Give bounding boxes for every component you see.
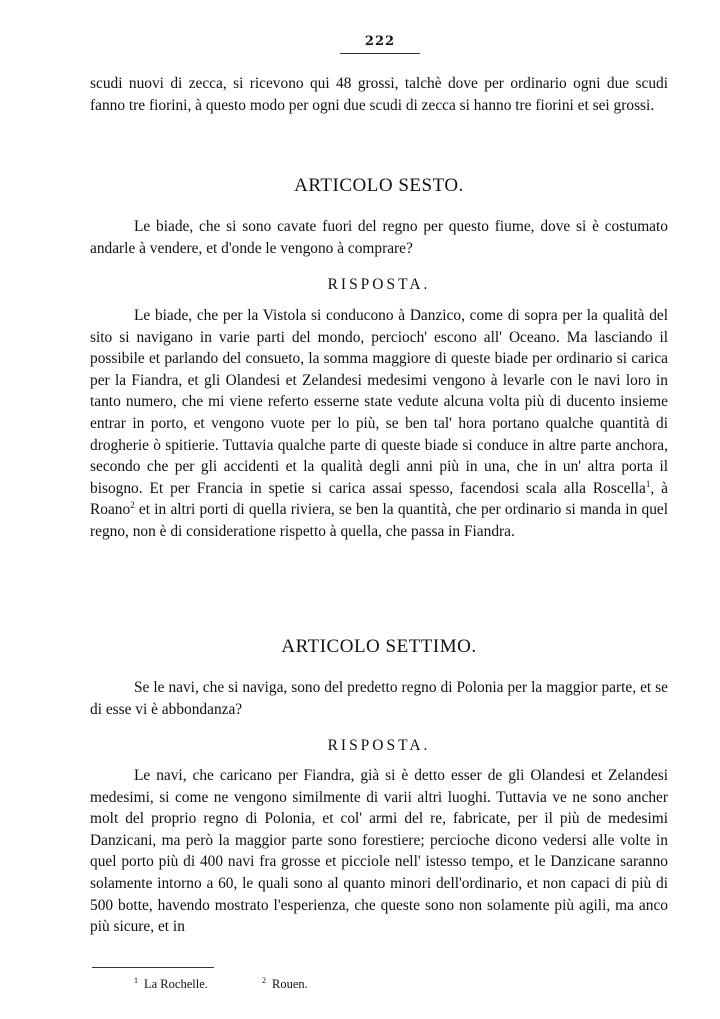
article-6-question [90,216,668,259]
footnote-ref-1: 1 [645,478,651,489]
article-7-answer-heading: RISPOSTA. [327,737,431,754]
article-7-question [90,677,668,720]
article-7-answer [90,765,668,938]
opening-paragraph-text: scudi nuovi di zecca, si ricevono qui 48 grossi, talchè dove per ordinario ogni due scudi fanno tre fiorini, à questo modo per ogni due scudi di zecca si hanno tre fiorini et sei grossi. [90,75,668,114]
footnote-1-text: La Rochelle. [144,977,208,992]
footnote-ref-2: 2 [130,500,135,511]
footnote-rule [92,967,214,968]
article-6-answer-text [90,305,668,543]
article-7-heading: ARTICOLO SETTIMO. [281,636,477,657]
article-7-question-text: Se le navi, che si naviga, sono del predetto regno di Polonia per la maggior parte, et se di esse vi è abbondanza? [90,679,668,718]
article-6-question-text: Le biade, che si sono cavate fuori del regno per questo fiume, dove si è costumato andarle à vendere, et d'onde le vengono à comprare? [90,218,668,257]
article-6-heading: ARTICOLO SESTO. [294,175,464,196]
page-number-rule [340,53,420,54]
article-7-answer-text: Le navi, che caricano per Fiandra, già si è detto esser de gli Olandesi et Zelandesi medesimi, si come ne vengono similmente di varii altri luoghi. Tuttavia ve ne sono ancher molt del proprio regno di Polonia, et col' armi del re, fabricate, per il più de medesimi Danzicani, ma però la maggior parte sono forestiere; percioche dicono vedersi alle volte in quel porto più di 400 navi fra grosse et picciole nell' istesso tempo, et le Danzicane saranno solamente intorno a 60, le quali sono al quanto minori dell'ordinario, et non capaci di più di 500 botte, havendo mostrato l'esperienza, che queste sono non solamente più agili, ma anco più sicure, et in [90,767,668,936]
answer-text-part-2: , à Roano [90,479,668,519]
footnote-2-text: Rouen. [272,977,308,992]
footnote-2-mark: 2 [262,976,266,985]
answer-text-part-1: Le biade, che per la Vistola si conducono à Danzico, come di sopra per la qualità del sito si navigano in varie parti del mondo, percioch' escono all' Oceano. Ma lasciando il possibile et parlando del consueto, la somma maggiore di queste biade per ordinario si carica per la Fiandra, et gli Olandesi et Zelandesi medesimi vengono à levarle con le navi loro in tanto numero, che mi viene referto esserne state vedute alcuna volta più di ducento insieme entrar in porto, et vengono vuote per lo più, se ben tal' hora portano qualche quantità di drogherie ò spitierie. Tuttavia qualche parte di queste biade si conduce in altre parte anchora, secondo che per gli accidenti et la qualità degli anni più in una, che in un' altra porta il bisogno. Et per Francia in spetie si carica assai spesso, facendosi scala alla Roscella [90,307,668,497]
footnote-2 [262,976,308,992]
answer-text-part-3: et in altri porti di quella riviera, se ben la quantità, che per ordinario si manda in quel regno, non è di consideratione rispetto à quella, che passa in Fiandra. [90,501,668,540]
opening-paragraph [90,73,668,116]
page-number: 222 [364,34,396,49]
footnote-1 [134,976,208,992]
article-6-answer-heading: RISPOSTA. [327,276,431,293]
footnote-1-mark: 1 [134,976,138,985]
article-6-answer [90,305,668,543]
